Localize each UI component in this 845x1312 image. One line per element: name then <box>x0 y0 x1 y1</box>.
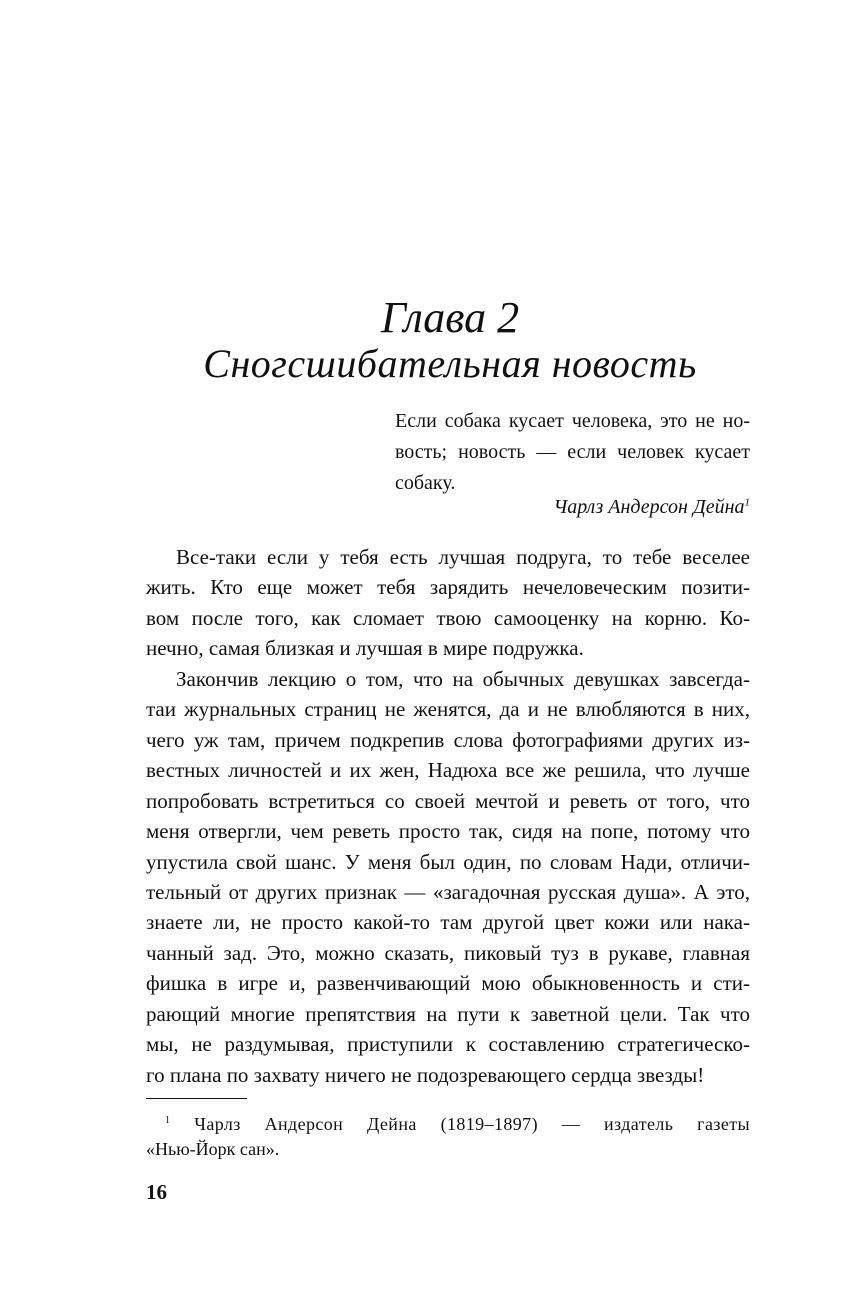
body-line: го плана по захвату ничего не подозревающего сердца звезды! <box>146 1062 705 1087</box>
footnote-line <box>165 1110 750 1135</box>
body-line: жить. Кто еще может тебя зарядить нечеловеческим позити- <box>146 575 750 600</box>
footnote-line: «Нью-Йорк сан». <box>146 1139 280 1159</box>
body-line: Закончив лекцию о том, что на обычных девушках завсегда- <box>176 666 750 691</box>
body-line: меня отвергли, чем реветь просто так, сидя на попе, потому что <box>146 819 750 844</box>
chapter-number: Глава 2 <box>380 293 520 342</box>
body-line: таи журнальных страниц не женятся, да и не влюбляются в них, <box>146 697 750 722</box>
body-line: упустила свой шанс. У меня был один, по словам Нади, отличи- <box>146 849 750 874</box>
body-line: вестных личностей и их жен, Надюха все же решила, что лучше <box>146 758 750 783</box>
page-number: 16 <box>146 1180 167 1204</box>
footnote-text: Чарлз Андерсон Дейна (1819–1897) — издатель газеты <box>194 1114 750 1134</box>
body-line: Все-таки если у тебя есть лучшая подруга, то тебе веселее <box>176 545 750 569</box>
body-line: чего уж там, причем подкрепив слова фотографиями других из- <box>146 727 750 752</box>
footnote-divider <box>146 1098 247 1099</box>
body-line: тельный от других признак — «загадочная русская душа». А это, <box>146 879 750 904</box>
epigraph-line: вость; новость — если человек кусает <box>395 441 750 463</box>
body-line: рающий многие препятствия на пути к заветной цели. Так что <box>146 1001 750 1026</box>
body-line: нечно, самая близкая и лучшая в мире подружка. <box>146 636 584 661</box>
epigraph-line: собаку. <box>395 472 456 494</box>
author-name: Чарлз Андерсон Дейна <box>553 496 745 518</box>
body-line: знаете ли, не просто какой-то там другой цвет кожи или нака- <box>146 910 750 935</box>
chapter-title: Сногсшибательная новость <box>203 341 697 386</box>
body-line: чанный зад. Это, можно сказать, пиковый туз в рукаве, главная <box>146 940 750 965</box>
body-line: мы, не раздумывая, приступили к составлению стратегическо- <box>146 1032 750 1057</box>
body-line: фишка в игре и, развенчивающий мою обыкновенность и сти- <box>146 971 750 996</box>
body-line: попробовать встретиться со своей мечтой и реветь от того, что <box>146 788 750 813</box>
body-line: вом после того, как сломает твою самооценку на корню. Ко- <box>146 605 750 630</box>
epigraph-author <box>395 496 750 519</box>
footnote-mark: 1 <box>165 1115 171 1126</box>
epigraph-line: Если собака кусает человека, это не но- <box>395 410 750 432</box>
footnote-ref[interactable]: 1 <box>744 496 750 509</box>
